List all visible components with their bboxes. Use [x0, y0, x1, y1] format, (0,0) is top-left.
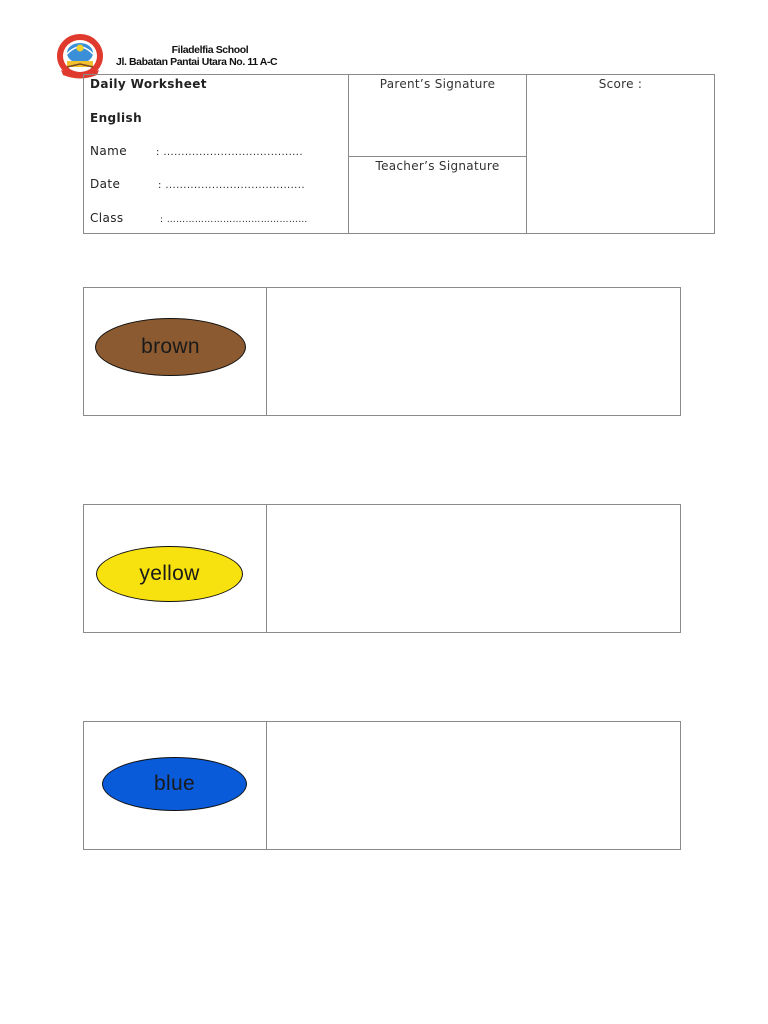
answer-area[interactable]	[267, 722, 680, 849]
brown-oval: brown	[95, 318, 246, 376]
yellow-oval: yellow	[96, 546, 243, 602]
date-label: Date	[90, 177, 121, 191]
student-info-cell	[84, 75, 349, 233]
class-field[interactable]	[90, 211, 308, 225]
color-item-row	[83, 721, 681, 850]
score-label: Score :	[598, 77, 643, 91]
worksheet-title: Daily Worksheet	[90, 77, 207, 91]
signature-cell	[349, 75, 527, 233]
name-blank: : .......................................	[156, 147, 303, 158]
name-label: Name	[90, 144, 128, 158]
school-address: Jl. Babatan Pantai Utara No. 11 A-C	[116, 56, 278, 68]
parent-signature-label: Parent’s Signature	[379, 77, 496, 91]
answer-area[interactable]	[267, 505, 680, 632]
color-item-row	[83, 504, 681, 633]
name-field[interactable]	[90, 144, 303, 158]
score-cell	[527, 75, 714, 233]
color-oval-cell	[84, 722, 267, 849]
color-oval-cell	[84, 505, 267, 632]
worksheet-header-table	[83, 74, 715, 234]
class-blank: : ………………………………………	[160, 215, 308, 225]
color-oval-cell	[84, 288, 267, 415]
answer-area[interactable]	[267, 288, 680, 415]
subject-label: English	[90, 111, 143, 125]
date-field[interactable]	[90, 177, 305, 191]
blue-oval: blue	[102, 757, 247, 811]
class-label: Class	[90, 211, 124, 225]
date-blank: : .......................................	[158, 180, 305, 191]
teacher-signature-label: Teacher’s Signature	[375, 159, 500, 173]
school-crest-icon	[55, 32, 105, 80]
color-item-row	[83, 287, 681, 416]
signature-divider	[349, 156, 526, 157]
school-name: Filadelfia School	[171, 44, 249, 56]
